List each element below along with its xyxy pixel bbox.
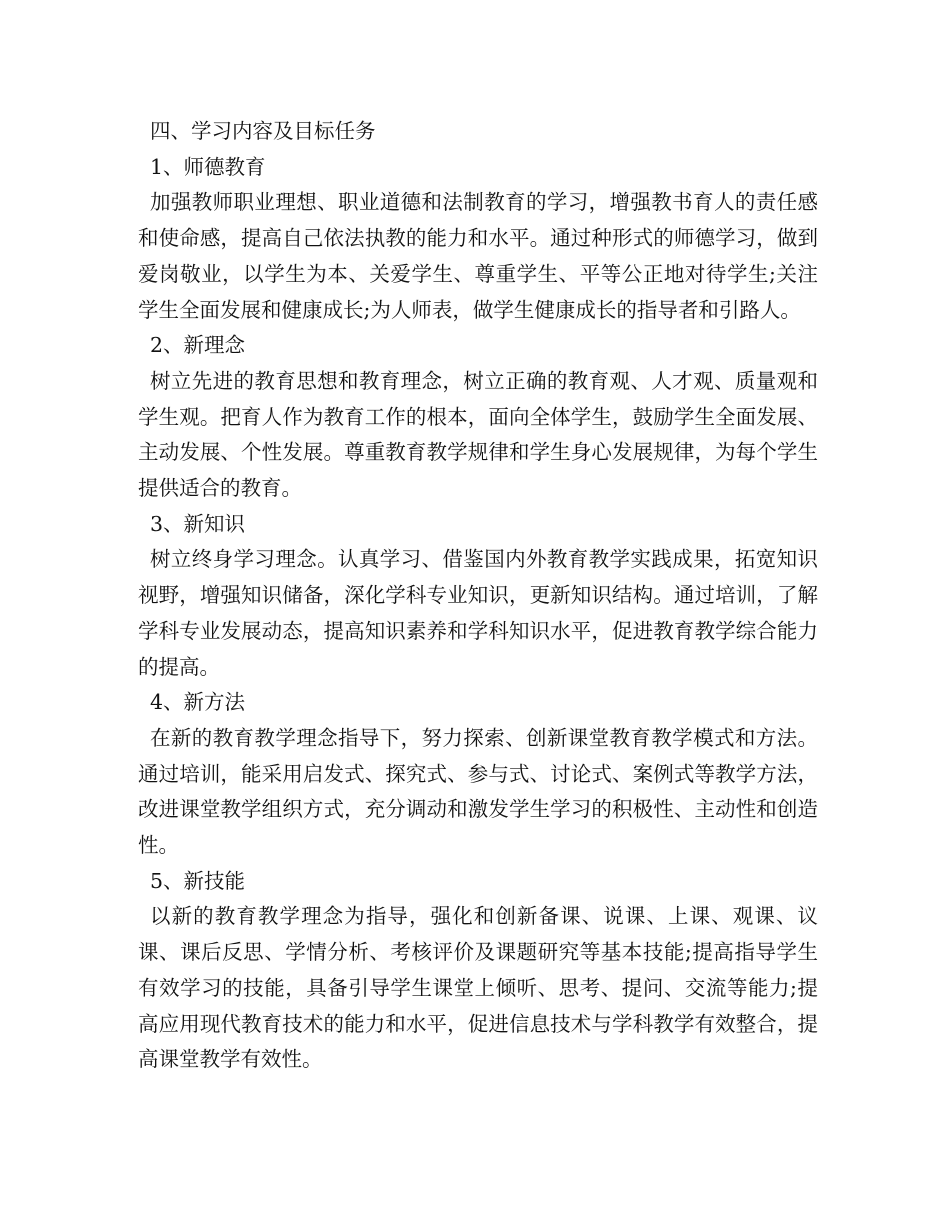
item-heading-new-skills: 5、新技能	[150, 868, 246, 893]
section-title: 四、学习内容及目标任务	[150, 119, 376, 143]
item-heading-new-concepts: 2、新理念	[150, 333, 246, 358]
item-body-new-concepts: 树立先进的教育思想和教育理念，树立正确的教育观、人才观、质量观和学生观。把育人作为教育工作的根本，面向全体学生，鼓励学生全面发展、主动发展、个性发展。尊重教育教学规律和学生身心发展规律，为每个学生提供适合的教育。	[138, 368, 818, 501]
document-content	[138, 114, 818, 1078]
item-body-teacher-ethics: 加强教师职业理想、职业道德和法制教育的学习，增强教书育人的责任感和使命感，提高自己依法执教的能力和水平。通过种形式的师德学习，做到爱岗敬业，以学生为本、关爱学生、尊重学生、平等公正地对待学生;关注学生全面发展和健康成长;为人师表，做学生健康成长的指导者和引路人。	[138, 190, 818, 322]
item-body-new-knowledge: 树立终身学习理念。认真学习、借鉴国内外教育教学实践成果，拓宽知识视野，增强知识储备，深化学科专业知识，更新知识结构。通过培训，了解学科专业发展动态，提高知识素养和学科知识水平，促进教育教学综合能力的提高。	[138, 547, 818, 679]
item-heading-new-knowledge: 3、新知识	[150, 511, 246, 536]
item-body-new-skills: 以新的教育教学理念为指导，强化和创新备课、说课、上课、观课、议课、课后反思、学情分析、考核评价及课题研究等基本技能;提高指导学生有效学习的技能，具备引导学生课堂上倾听、思考、提问、交流等能力;提高应用现代教育技术的能力和水平，促进信息技术与学科教学有效整合，提高课堂教学有效性。	[138, 904, 818, 1072]
item-heading-teacher-ethics: 1、师德教育	[150, 154, 266, 179]
item-body-new-methods: 在新的教育教学理念指导下，努力探索、创新课堂教育教学模式和方法。通过培训，能采用启发式、探究式、参与式、讨论式、案例式等教学方法，改进课堂教学组织方式，充分调动和激发学生学习的积极性、主动性和创造性。	[138, 725, 818, 858]
item-heading-new-methods: 4、新方法	[150, 690, 246, 715]
